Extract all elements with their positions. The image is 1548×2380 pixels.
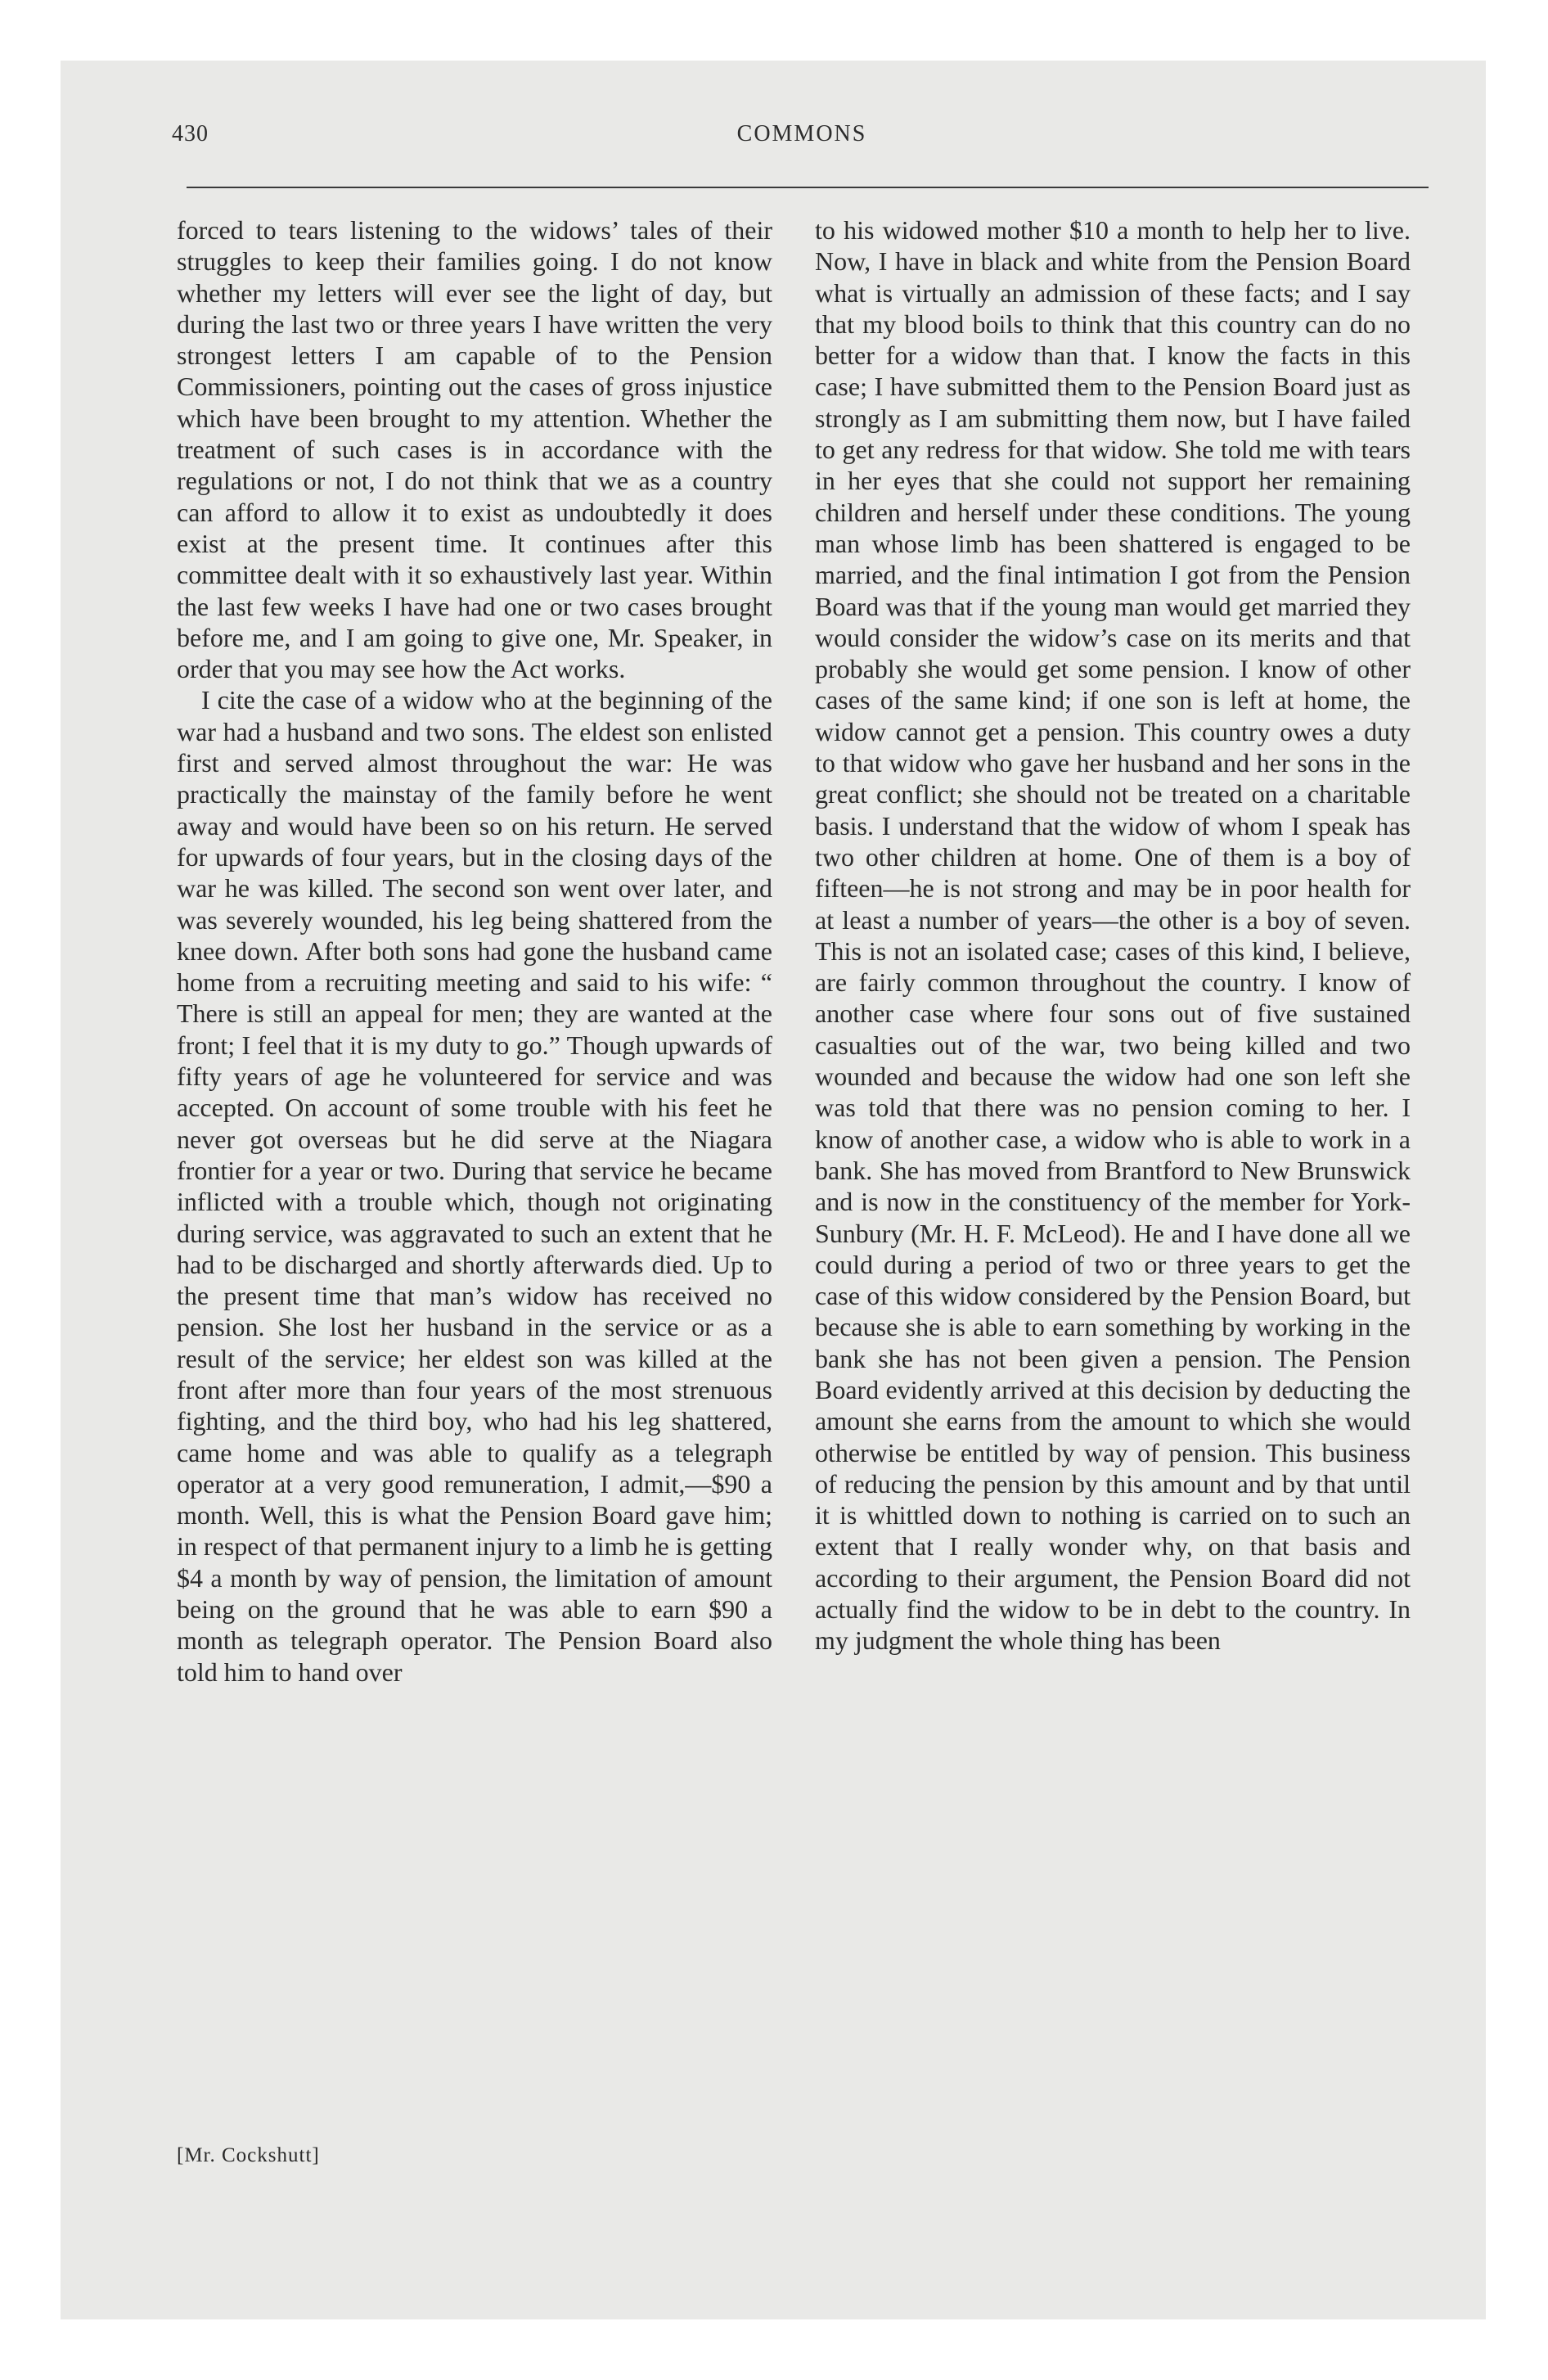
left-text-column [177,214,772,1688]
page-number: 430 [172,121,209,146]
paragraph-forced-to-tears: forced to tears listening to the widows’ tales of their struggles to keep their families going. I do not know whether my letters will ever see the light of day, but during the last two or three years I have written the very strongest letters I am capable of to the Pension Commissioners, pointing out the cases of gross injustice which have been brought to my attention. Whether the treatment of such cases is in accordance with the regulations or not, I do not think that we as a country can afford to allow it to exist as undoubtedly it does exist at the present time. It continues after this committee dealt with it so exhaustively last year. Within the last few weeks I have had one or two cases brought before me, and I am going to give one, Mr. Speaker, in order that you may see how the Act works. [177,215,772,684]
running-head: COMMONS [736,121,867,146]
header-rule [187,187,1429,188]
paragraph-widow-case: I cite the case of a widow who at the beginning of the war had a husband and two sons. The eldest son enlisted first and served almost throughout the war: He was practically the mainstay of the family before he went away and would have been so on his return. He served for upwards of four years, but in the closing days of the war he was killed. The second son went over later, and was severely wounded, his leg being shattered from the knee down. After both sons had gone the husband came home from a recruiting meeting and said to his wife: “ There is still an appeal for men; they are wanted at the front; I feel that it is my duty to go.” Though upwards of fifty years of age he volunteered for service and was accepted. On account of some trouble with his feet he never got overseas but he did serve at the Niagara frontier for a year or two. During that service he became inflicted with a trouble which, though not originating during service, was aggravated to such an extent that he had to be discharged and shortly afterwards died. Up to the present time that man’s widow has received no pension. She lost her husband in the service or as a result of the service; her eldest son was killed at the front after more than four years of the most strenuous fighting, and the third boy, who had his leg shattered, came home and was able to qualify as a telegraph operator at a very good remuneration, I admit,—$90 a month. Well, this is what the Pension Board gave him; in respect of that permanent injury to a limb he is getting $4 a month by way of pension, the limitation of amount being on the ground that he was able to earn $90 a month as telegraph operator. The Pension Board also told him to hand over [177,685,772,1687]
right-text-column [815,214,1411,1657]
page-header [172,121,1432,157]
paragraph-pension-board-judgment: to his widowed mother $10 a month to help her to live. Now, I have in black and white from the Pension Board what is virtually an admission of these facts; and I say that my blood boils to think that this country can do no better for a widow than that. I know the facts in this case; I have submitted them to the Pension Board just as strongly as I am submitting them now, but I have failed to get any redress for that widow. She told me with tears in her eyes that she could not support her remaining children and herself under these conditions. The young man whose limb has been shattered is engaged to be married, and the final intimation I got from the Pension Board was that if the young man would get married they would consider the widow’s case on its merits and that probably she would get some pension. I know of other cases of the same kind; if one son is left at home, the widow cannot get a pension. This country owes a duty to that widow who gave her husband and her sons in the great conflict; she should not be treated on a charitable basis. I understand that the widow of whom I speak has two other children at home. One of them is a boy of fifteen—he is not strong and may be in poor health for at least a number of years—the other is a boy of seven. This is not an isolated case; cases of this kind, I believe, are fairly common throughout the country. I know of another case where four sons out of five sustained casualties out of the war, two being killed and two wounded and because the widow had one son left she was told that there was no pension coming to her. I know of another case, a widow who is able to work in a bank. She has moved from Brantford to New Brunswick and is now in the constituency of the member for York-Sunbury (Mr. H. F. McLeod). He and I have done all we could during a period of two or three years to get the case of this widow considered by the Pension Board, but because she is able to earn something by working in the bank she has not been given a pension. The Pension Board evidently arrived at this decision by deducting the amount she earns from the amount to which she would otherwise be entitled by way of pension. This business of reducing the pension by this amount and by that until it is whittled down to nothing is carried on to such an extent that I really wonder why, on that basis and according to their argument, the Pension Board did not actually find the widow to be in debt to the country. In my judgment the whole thing has been [815,215,1411,1656]
speaker-footnote: [Mr. Cockshutt] [177,2144,320,2166]
